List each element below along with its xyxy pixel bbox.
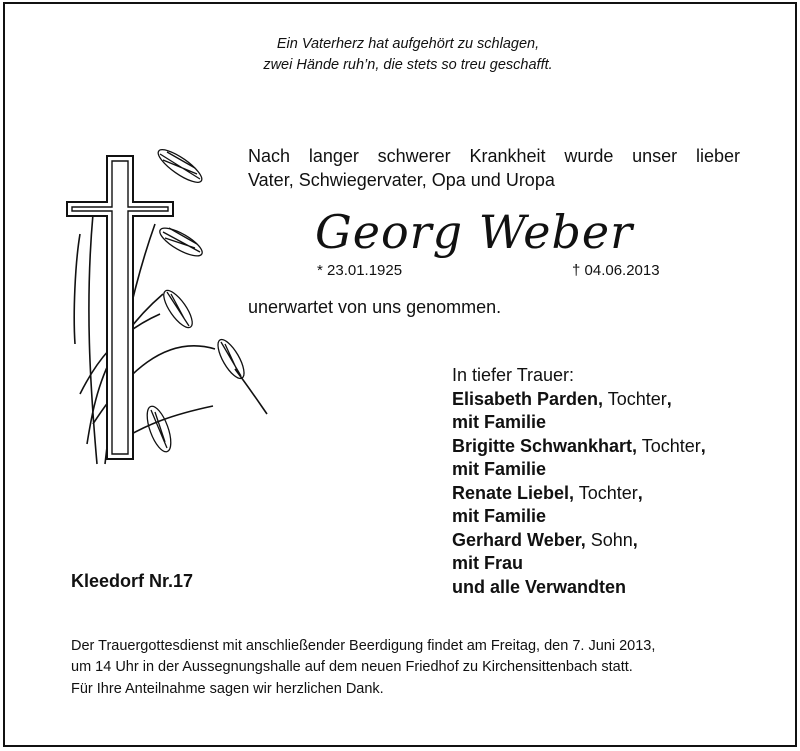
motto-line-2: zwei Hände ruh’n, die stets so treu geschafft. — [263, 57, 553, 73]
intro-line-2: Vater, Schwiegervater, Opa und Uropa — [248, 170, 555, 190]
thanks-text: Für Ihre Anteilnahme sagen wir herzlichen Dank. — [71, 681, 384, 697]
mourners-closing: und alle Verwandten — [452, 576, 627, 597]
address: Kleedorf Nr.17 — [71, 571, 194, 591]
birth-date: * 23.01.1925 — [317, 262, 403, 279]
mourners-list — [452, 364, 706, 599]
mourner-relation: Sohn — [585, 529, 633, 550]
mourner-name: Brigitte Schwankhart, — [452, 435, 638, 456]
mourner-relation: Tochter — [574, 482, 638, 503]
mourners-heading: In tiefer Trauer: — [452, 365, 575, 385]
mourner-comma: , — [700, 435, 706, 456]
service-line-2: um 14 Uhr in der Aussegnungshalle auf dem neuen Friedhof zu Kirchensittenbach statt. — [71, 659, 633, 675]
mourner-name: Gerhard Weber, — [452, 529, 586, 550]
taken-text: unerwartet von uns genommen. — [248, 297, 502, 317]
mourner-family: mit Familie — [452, 459, 547, 479]
mourner-entry — [452, 529, 706, 553]
mourner-name: Renate Liebel, — [452, 482, 575, 503]
mourner-comma: , — [637, 482, 643, 503]
mourner-relation: Tochter — [637, 435, 701, 456]
mourner-family: mit Familie — [452, 506, 547, 526]
mourner-entry — [452, 482, 706, 506]
mourner-entry — [452, 388, 706, 412]
deceased-name: Georg Weber — [315, 205, 634, 259]
mourner-name: Elisabeth Parden, — [452, 388, 604, 409]
mourner-relation: Tochter — [603, 388, 667, 409]
death-date: † 04.06.2013 — [572, 262, 660, 279]
motto-verse — [5, 34, 800, 76]
obituary-notice — [3, 2, 797, 747]
mourner-family: mit Familie — [452, 412, 547, 432]
motto-line-1: Ein Vaterherz hat aufgehört zu schlagen, — [276, 36, 540, 52]
cross-and-wheat-icon — [35, 144, 270, 489]
mourner-entry — [452, 435, 706, 459]
intro-text — [248, 144, 740, 192]
mourner-comma: , — [666, 388, 672, 409]
mourner-comma: , — [632, 529, 638, 550]
mourner-family: mit Frau — [452, 553, 524, 573]
intro-line-1: Nach langer schwerer Krankheit wurde unser lieber — [248, 146, 740, 166]
service-line-1: Der Trauergottesdienst mit anschließender Beerdigung findet am Freitag, den 7. Juni 2013, — [71, 638, 656, 654]
service-info — [71, 636, 741, 678]
